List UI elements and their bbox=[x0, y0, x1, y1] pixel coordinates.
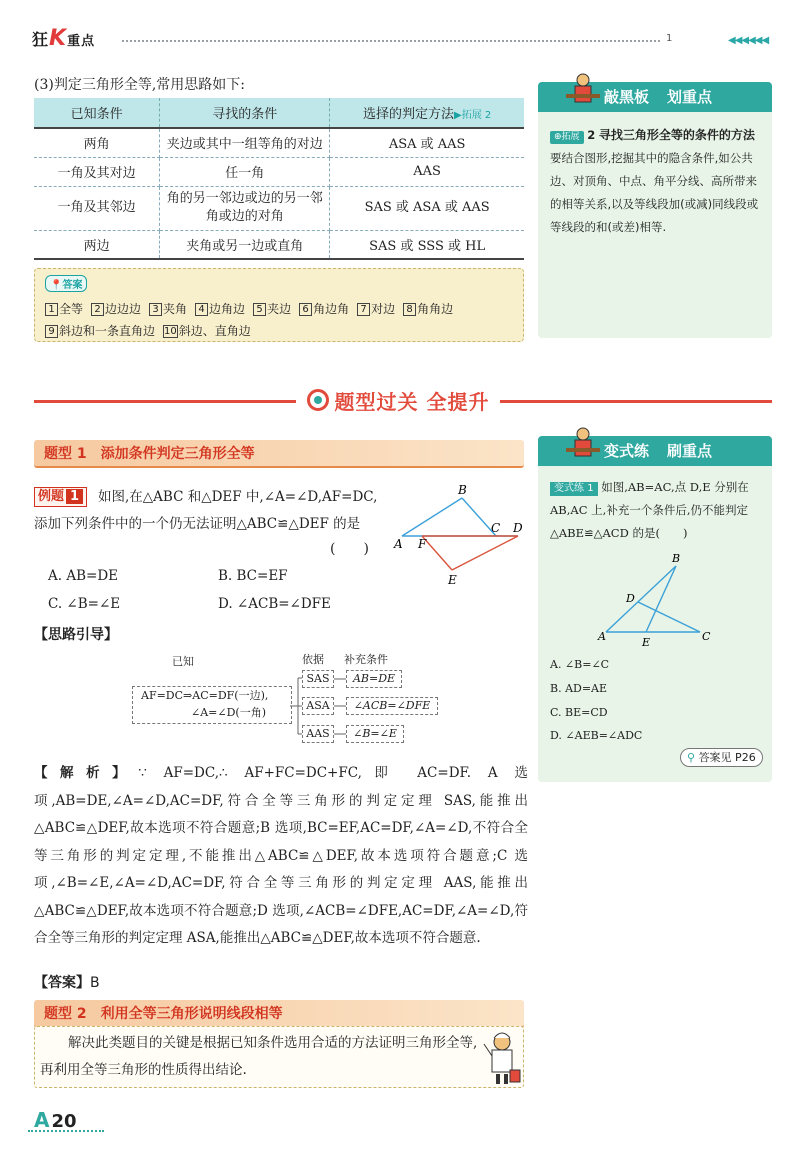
table-cell: 夹角或另一边或直角 bbox=[160, 230, 330, 259]
table-header-cell bbox=[330, 98, 524, 128]
answer-box-title: 📍答案 bbox=[45, 275, 87, 292]
table-header-text: 选择的判定方法 bbox=[363, 107, 455, 122]
solution-text: ∵ AF=DC,∴ AF+FC=DC+FC,即 AC=DF. A 选项,AB=DE,∠A=∠D,AC=DF,符合全等三角形的判定定理 SAS,能推出△ABC≌△DEF,故本选项不符合题意;B 选项,BC=EF,AC=DF,∠A=∠D,不符合全等三角形的判定定理,不能推出△ABC≌△DEF,故本选项符合题意;C 选项,∠B=∠E,∠A=∠D,AC=DF,符合全等三角形的判定定理 AAS,能推出△ABC≌△DEF,故本选项不符合题意;D 选项,∠ACB=∠DFE,AC=DF,∠A=∠D,符合全等三角形的判定定理 ASA,能推出△ABC≌△DEF,故本选项不符合题意. bbox=[34, 765, 529, 946]
flow-known-line1: AF=DC⇒AC=DF(一边), bbox=[141, 689, 269, 702]
guide-title: 【思路引导】 bbox=[34, 627, 118, 643]
example-label bbox=[34, 487, 87, 507]
answer-item bbox=[195, 302, 245, 316]
flow-basis-label: 依据 bbox=[302, 653, 324, 666]
practice-badge bbox=[550, 482, 598, 496]
type1-title: 添加条件判定三角形全等 bbox=[100, 446, 255, 462]
brand-right: 重点 bbox=[67, 34, 96, 49]
target-icon bbox=[307, 389, 329, 411]
answer-value: B bbox=[90, 975, 100, 991]
answer-list bbox=[45, 298, 513, 342]
type2-bar bbox=[34, 1000, 524, 1028]
table-cell: SAS 或 SSS 或 HL bbox=[330, 230, 524, 259]
blackboard-header-2: 划重点 bbox=[667, 88, 713, 106]
flow-extra-box: AB=DE bbox=[346, 670, 402, 688]
criteria-table bbox=[34, 98, 524, 260]
figure-example1 bbox=[392, 480, 528, 590]
blackboard-panel bbox=[538, 82, 772, 338]
figure-practice1 bbox=[596, 552, 716, 648]
answer-parens: ( ) bbox=[330, 541, 369, 557]
answer-item bbox=[149, 302, 187, 316]
flow-known-label: 已知 bbox=[172, 655, 194, 668]
answer-number: 1 bbox=[45, 303, 58, 316]
option-c: C. ∠B=∠E bbox=[48, 596, 121, 612]
practice-option-a: A. ∠B=∠C bbox=[550, 658, 610, 671]
type2-label: 题型 2 bbox=[44, 1006, 87, 1022]
flow-rule-box: SAS bbox=[302, 670, 334, 688]
answer-item bbox=[253, 302, 291, 316]
type1-label: 题型 1 bbox=[44, 446, 87, 462]
answer-item bbox=[299, 302, 349, 316]
answer-text: 角边角 bbox=[313, 302, 350, 316]
brand-k: K bbox=[49, 26, 68, 51]
table-cell: 两边 bbox=[34, 230, 160, 259]
part3-title: (3)判定三角形全等,常用思路如下: bbox=[34, 77, 245, 93]
segment-ab bbox=[606, 566, 676, 632]
example-text: 如图,在△ABC 和△DEF 中,∠A=∠D,AF=DC,添加下列条件中的一个仍无法证明△ABC≌△DEF 的是 bbox=[34, 489, 378, 532]
table-cell: SAS 或 ASA 或 AAS bbox=[330, 186, 524, 230]
point-label: C bbox=[491, 521, 501, 535]
brand-logo bbox=[32, 26, 95, 51]
flow-extra-box: ∠ACB=∠DFE bbox=[346, 697, 438, 715]
answer-number: 4 bbox=[195, 303, 208, 316]
extension-ref: ▶拓展 2 bbox=[454, 110, 492, 121]
flow-known-box bbox=[132, 686, 292, 724]
pin-icon: ⚲ bbox=[687, 751, 696, 764]
page-number bbox=[34, 1108, 77, 1132]
option-d: D. ∠ACB=∠DFE bbox=[218, 596, 331, 612]
answer-text: 斜边、直角边 bbox=[178, 324, 251, 338]
extension-number: 2 bbox=[587, 128, 596, 142]
page-header bbox=[0, 0, 800, 60]
footer-logo-icon: A bbox=[34, 1108, 50, 1132]
table-cell: 一角及其邻边 bbox=[34, 186, 160, 230]
practice-header-2: 刷重点 bbox=[667, 442, 713, 460]
answer-text: 角角边 bbox=[417, 302, 454, 316]
footer-dotted-line bbox=[28, 1130, 104, 1132]
answer-text: 对边 bbox=[371, 302, 396, 316]
section-title: 题型过关 全提升 bbox=[334, 389, 490, 414]
segment-ab bbox=[402, 498, 462, 536]
practice-number: 1 bbox=[587, 483, 594, 494]
reasoning-flowchart bbox=[130, 648, 470, 748]
blackboard-title-row bbox=[550, 124, 760, 147]
practice-header-1: 变式练 bbox=[604, 442, 650, 460]
teacher-icon bbox=[566, 72, 600, 112]
section-title-pill bbox=[296, 382, 500, 418]
header-dotted-line bbox=[122, 40, 660, 42]
answer-text: 夹角 bbox=[163, 302, 188, 316]
answer-number: 3 bbox=[149, 303, 162, 316]
answer-box-title-text: 答案 bbox=[62, 280, 83, 291]
answer-label: 【答案】 bbox=[34, 975, 90, 991]
table-row bbox=[34, 186, 524, 230]
answer-item bbox=[45, 324, 155, 338]
flow-rule-box: ASA bbox=[302, 697, 334, 715]
flow-known-line2: ∠A=∠D(一角) bbox=[191, 706, 266, 719]
type1-bar bbox=[34, 440, 524, 468]
practice-option-b: B. AD=AE bbox=[550, 682, 608, 695]
point-label: C bbox=[702, 630, 711, 643]
answer-item bbox=[163, 324, 251, 338]
table-cell: 两角 bbox=[34, 128, 160, 157]
blackboard-header-1: 敲黑板 bbox=[604, 88, 650, 106]
option-a: A. AB=DE bbox=[48, 568, 118, 584]
answer-number: 5 bbox=[253, 303, 266, 316]
table-cell: 任一角 bbox=[160, 157, 330, 186]
practice-panel bbox=[538, 436, 772, 782]
answer-number: 10 bbox=[164, 326, 177, 337]
answer-line bbox=[34, 972, 100, 992]
answer-text: 斜边和一条直角边 bbox=[59, 324, 156, 338]
answer-item bbox=[357, 302, 395, 316]
answer-number: 8 bbox=[403, 303, 416, 316]
answer-text: 边边边 bbox=[105, 302, 142, 316]
answer-number: 2 bbox=[91, 303, 104, 316]
header-marker: 1 bbox=[666, 33, 673, 44]
table-cell: 角的另一邻边或边的另一邻角或边的对角 bbox=[160, 186, 330, 230]
point-label: E bbox=[642, 636, 651, 648]
solution-label: 【解析】 bbox=[34, 765, 139, 781]
answer-number: 6 bbox=[299, 303, 312, 316]
answer-item bbox=[403, 302, 453, 316]
point-label: B bbox=[458, 483, 467, 497]
segment-ed bbox=[452, 536, 518, 570]
flow-connector-lines bbox=[334, 668, 346, 744]
solution bbox=[34, 760, 528, 953]
table-header-row bbox=[34, 98, 524, 128]
page-number-text: 20 bbox=[51, 1111, 77, 1132]
table-row bbox=[34, 157, 524, 186]
example-number: 1 bbox=[66, 489, 83, 504]
table-header-cell: 已知条件 bbox=[34, 98, 160, 128]
scientist-icon bbox=[480, 1030, 524, 1086]
blackboard-title: 寻找三角形全等的条件的方法 bbox=[598, 128, 755, 142]
answer-number: 9 bbox=[45, 325, 58, 338]
answer-box bbox=[34, 268, 524, 342]
table-row bbox=[34, 230, 524, 259]
table-row bbox=[34, 128, 524, 157]
brand-left: 狂 bbox=[32, 30, 50, 49]
answer-reference-text: 答案见 P26 bbox=[698, 751, 756, 764]
practice-option-d: D. ∠AEB=∠ADC bbox=[550, 729, 643, 742]
option-b: B. BC=EF bbox=[218, 568, 288, 584]
point-label: B bbox=[672, 552, 681, 565]
table-header-cell: 寻找的条件 bbox=[160, 98, 330, 128]
table-cell: 一角及其对边 bbox=[34, 157, 160, 186]
flow-extra-label: 补充条件 bbox=[344, 653, 388, 666]
answer-text: 夹边 bbox=[267, 302, 292, 316]
answer-item bbox=[91, 302, 141, 316]
point-label: D bbox=[626, 592, 635, 605]
extension-badge-text: 拓展 bbox=[561, 132, 580, 142]
answer-reference[interactable] bbox=[680, 748, 763, 767]
point-label: A bbox=[394, 537, 403, 551]
blackboard-body: 要结合图形,挖掘其中的隐含条件,如公共边、对顶角、中点、角平分线、高所带来的相等关系,以及等线段加(或减)同线段或等线段的和(或差)相等. bbox=[550, 151, 759, 234]
point-label: D bbox=[513, 521, 523, 535]
table-cell: 夹边或其中一组等角的对边 bbox=[160, 128, 330, 157]
point-label: F bbox=[418, 537, 427, 551]
type2-title: 利用全等三角形说明线段相等 bbox=[100, 1006, 283, 1022]
point-label: E bbox=[448, 573, 457, 587]
answer-text: 边角边 bbox=[209, 302, 246, 316]
practice-option-c: C. BE=CD bbox=[550, 706, 608, 719]
student-icon bbox=[566, 426, 600, 466]
table-cell: ASA 或 AAS bbox=[330, 128, 524, 157]
answer-text: 全等 bbox=[59, 302, 84, 316]
segment-fe bbox=[422, 536, 452, 570]
answer-number: 7 bbox=[357, 303, 370, 316]
practice-text: 如图,AB=AC,点 D,E 分别在 AB,AC 上,补充一个条件后,仍不能判定△ABE≌△ACD 的是( ) bbox=[550, 480, 749, 540]
extension-badge: ⊕拓展 bbox=[550, 131, 584, 144]
table-cell: AAS bbox=[330, 157, 524, 186]
segment-be bbox=[646, 566, 676, 632]
type2-text: 解决此类题目的关键是根据已知条件选用合适的方法证明三角形全等,再利用全等三角形的性质得出结论. bbox=[40, 1035, 478, 1078]
flow-rule-box: AAS bbox=[302, 725, 334, 743]
practice-badge-text: 变式练 bbox=[554, 483, 584, 494]
example-label-text: 例题 bbox=[38, 489, 65, 504]
answer-item bbox=[45, 302, 83, 316]
header-arrows-icon: ◀◀◀◀◀◀ bbox=[728, 35, 769, 46]
flow-extra-box: ∠B=∠E bbox=[346, 725, 404, 743]
point-label: A bbox=[598, 630, 606, 643]
